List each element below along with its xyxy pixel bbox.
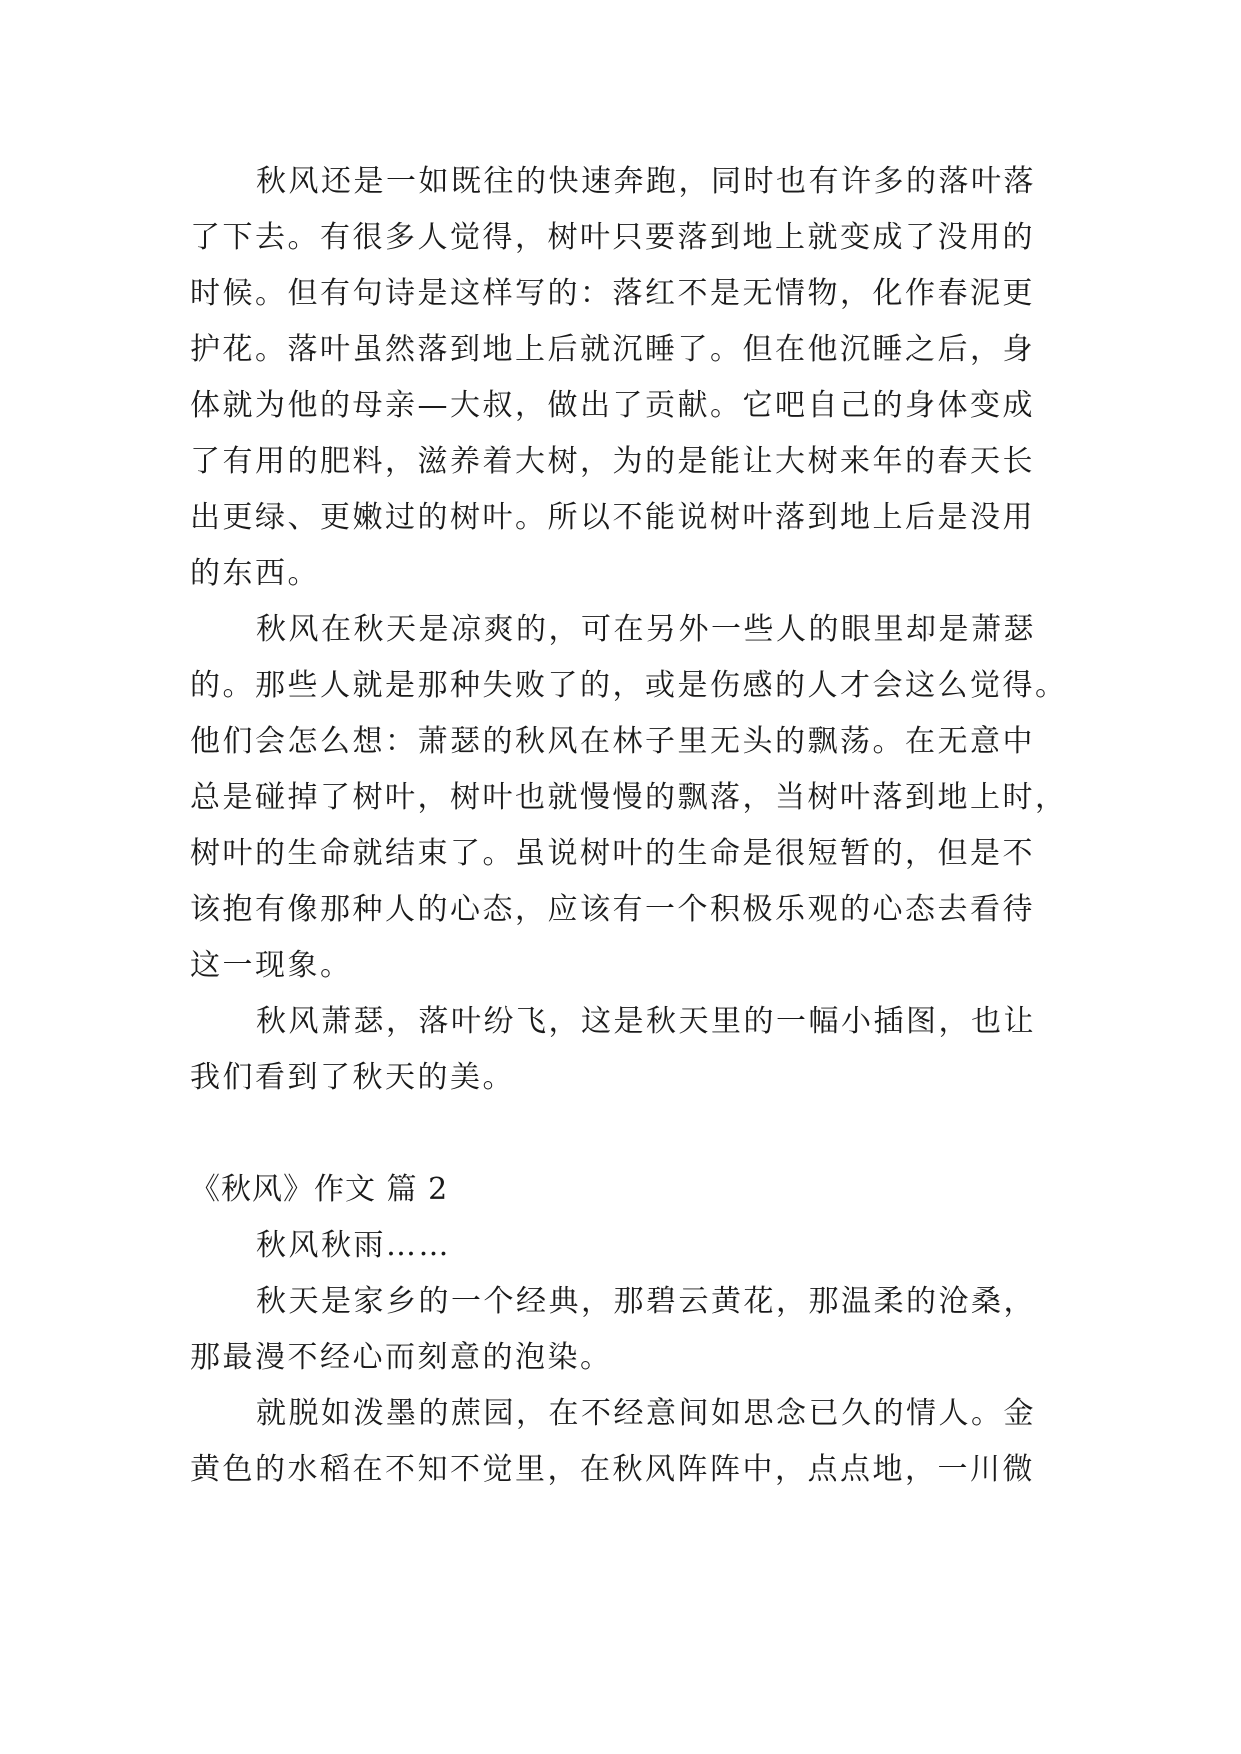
paragraph-line: 秋天是家乡的一个经典，那碧云黄花，那温柔的沧桑， xyxy=(256,1284,1036,1319)
section-heading: 《秋风》作文 篇 2 xyxy=(190,1172,449,1207)
paragraph-line: 树叶的生命就结束了。虽说树叶的生命是很短暂的，但是不 xyxy=(190,836,1035,871)
paragraph-line: 我们看到了秋天的美。 xyxy=(190,1060,515,1095)
paragraph-line: 黄色的水稻在不知不觉里，在秋风阵阵中，点点地，一川微 xyxy=(190,1452,1035,1487)
paragraph-line: 这一现象。 xyxy=(190,948,353,983)
paragraph-line: 秋风萧瑟，落叶纷飞，这是秋天里的一幅小插图，也让 xyxy=(256,1004,1036,1039)
paragraph-line: 他们会怎么想：萧瑟的秋风在林子里无头的飘荡。在无意中 xyxy=(190,724,1035,759)
paragraph-line: 秋风在秋天是凉爽的，可在另外一些人的眼里却是萧瑟 xyxy=(256,612,1036,647)
paragraph-line: 的东西。 xyxy=(190,556,320,591)
paragraph-line: 就脱如泼墨的蔗园，在不经意间如思念已久的情人。金 xyxy=(256,1396,1036,1431)
paragraph-line: 出更绿、更嫩过的树叶。所以不能说树叶落到地上后是没用 xyxy=(190,500,1035,535)
paragraph-line: 秋风秋雨…… xyxy=(256,1228,451,1263)
paragraph-line: 了有用的肥料，滋养着大树，为的是能让大树来年的春天长 xyxy=(190,444,1035,479)
paragraph-line: 时候。但有句诗是这样写的：落红不是无情物，化作春泥更 xyxy=(190,276,1035,311)
paragraph-line: 的。那些人就是那种失败了的，或是伤感的人才会这么觉得。 xyxy=(190,668,1068,703)
paragraph-line: 护花。落叶虽然落到地上后就沉睡了。但在他沉睡之后，身 xyxy=(190,332,1035,367)
paragraph-line: 了下去。有很多人觉得，树叶只要落到地上就变成了没用的 xyxy=(190,220,1035,255)
paragraph-line: 那最漫不经心而刻意的泡染。 xyxy=(190,1340,613,1375)
paragraph-line: 该抱有像那种人的心态，应该有一个积极乐观的心态去看待 xyxy=(190,892,1035,927)
paragraph-line: 总是碰掉了树叶，树叶也就慢慢的飘落，当树叶落到地上时， xyxy=(190,780,1068,815)
paragraph-line: 秋风还是一如既往的快速奔跑，同时也有许多的落叶落 xyxy=(256,164,1036,199)
paragraph-line: 体就为他的母亲—大叔，做出了贡献。它吧自己的身体变成 xyxy=(190,388,1035,423)
